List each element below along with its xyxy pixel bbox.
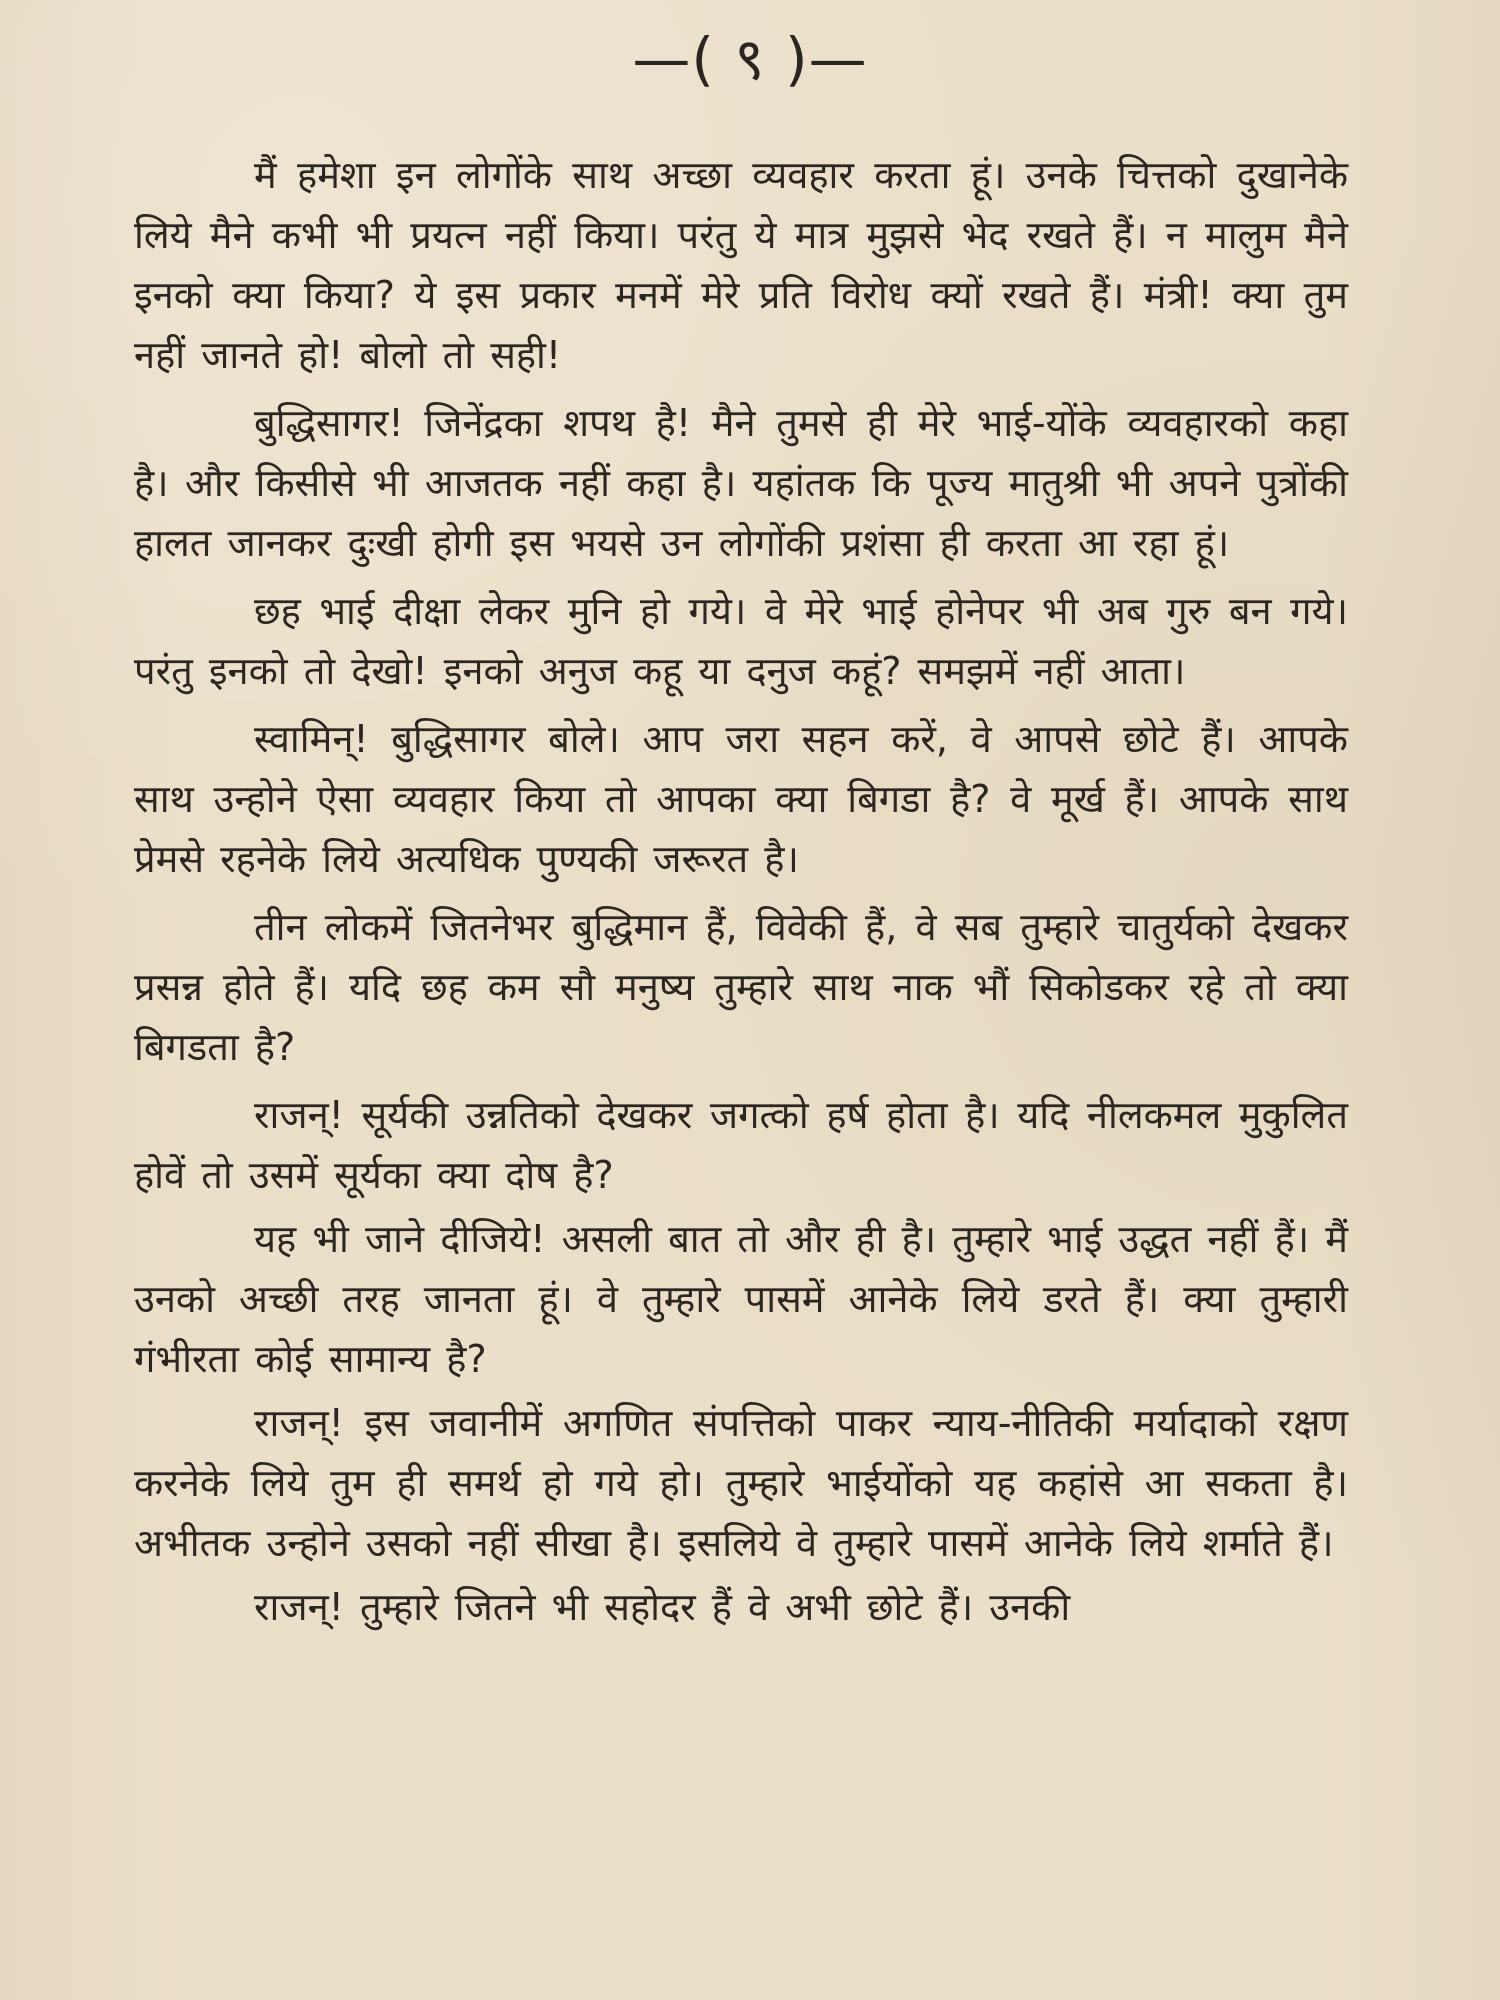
page-text — [134, 145, 1348, 1637]
paragraph-7: यह भी जाने दीजिये! असली बात तो और ही है। तुम्हारे भाई उद्धत नहीं हैं। मैं उनको अच्छी तरह जानता हूं। वे तुम्हारे पासमें आनेके लिये डरते हैं। क्या तुम्हारी गंभीरता कोई सामान्य है? — [134, 1217, 1348, 1381]
paragraph-9: राजन्! तुम्हारे जितने भी सहोदर हैं वे अभी छोटे हैं। उनकी — [254, 1585, 1071, 1629]
paragraph-4: स्वामिन्! बुद्धिसागर बोले। आप जरा सहन करें, वे आपसे छोटे हैं। आपके साथ उन्होने ऐसा व्यवहार किया तो आपका क्या बिगडा है? वे मूर्ख हैं। आपके साथ प्रेमसे रहनेके लिये अत्यधिक पुण्यकी जरूरत है। — [134, 717, 1348, 881]
paragraph-3: छह भाई दीक्षा लेकर मुनि हो गये। वे मेरे भाई होनेपर भी अब गुरु बन गये। परंतु इनको तो देखो! इनको अनुज कहू या दनुज कहूं? समझमें नहीं आता। — [134, 589, 1348, 693]
paragraph-1: मैं हमेशा इन लोगोंके साथ अच्छा व्यवहार करता हूं। उनके चित्तको दुखानेके लिये मैने कभी भी प्रयत्न नहीं किया। परंतु ये मात्र मुझसे भेद रखते हैं। न मालुम मैने इनको क्या किया? ये इस प्रकार मनमें मेरे प्रति विरोध क्यों रखते हैं। मंत्री! क्या तुम नहीं जानते हो! बोलो तो सही! — [134, 153, 1348, 377]
paragraph-6: राजन्! सूर्यकी उन्नतिको देखकर जगत्को हर्ष होता है। यदि नीलकमल मुकुलित होवें तो उसमें सूर्यका क्या दोष है? — [134, 1093, 1348, 1197]
paragraph-2: बुद्धिसागर! जिनेंद्रका शपथ है! मैने तुमसे ही मेरे भाई-योंके व्यवहारको कहा है। और किसीसे भी आजतक नहीं कहा है। यहांतक कि पूज्य मातुश्री भी अपने पुत्रोंकी हालत जानकर दुःखी होगी इस भयसे उन लोगोंकी प्रशंसा ही करता आ रहा हूं। — [134, 401, 1348, 565]
page-number: —( ९ )— — [632, 25, 868, 93]
paragraph-8: राजन्! इस जवानीमें अगणित संपत्तिको पाकर न्याय-नीतिकी मर्यादाको रक्षण करनेके लिये तुम ही समर्थ हो गये हो। तुम्हारे भाईयोंको यह कहांसे आ सकता है। अभीतक उन्होने उसको नहीं सीखा है। इसलिये वे तुम्हारे पासमें आनेके लिये शर्माते हैं। — [134, 1401, 1348, 1565]
paragraph-5: तीन लोकमें जितनेभर बुद्धिमान हैं, विवेकी हैं, वे सब तुम्हारे चातुर्यको देखकर प्रसन्न होते हैं। यदि छह कम सौ मनुष्य तुम्हारे साथ नाक भौं सिकोडकर रहे तो क्या बिगडता है? — [134, 905, 1348, 1069]
